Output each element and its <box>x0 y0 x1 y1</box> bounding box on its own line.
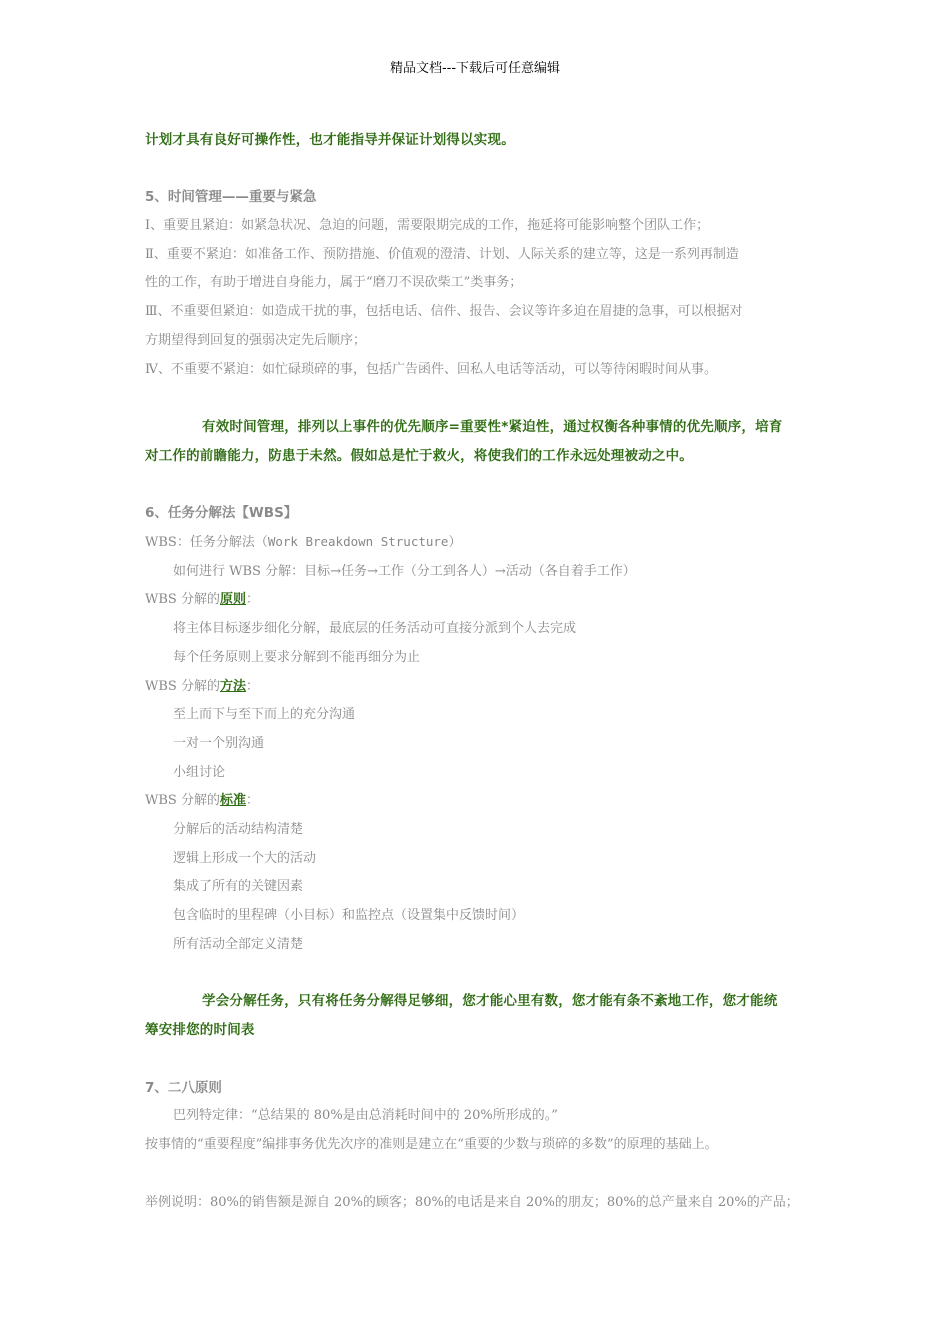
wbs-method-keyword: 方法 <box>219 678 246 694</box>
section6-summary <box>145 987 805 1044</box>
wbs-principle-item: 每个任务原则上要求分解到不能再细分为止 <box>173 649 421 665</box>
wbs-principle-prefix: WBS 分解的 <box>145 592 220 608</box>
quadrant-3-line2: 方期望得到回复的强弱决定先后顺序； <box>145 332 367 348</box>
page-header: 精品文档---下载后可任意编辑 <box>389 61 561 76</box>
section5-summary-line1: 有效时间管理，排列以上事件的优先顺序=重要性*紧迫性，通过权衡各种事情的优先顺序，培育 <box>202 419 783 435</box>
wbs-definition-prefix: WBS：任务分解法（ <box>145 535 268 550</box>
wbs-standard-item: 逻辑上形成一个大的活动 <box>173 850 317 866</box>
wbs-standard-prefix: WBS 分解的 <box>145 793 220 809</box>
quadrant-2-line2: 性的工作，有助于增进自身能力，属于“磨刀不误砍柴工”类事务； <box>145 275 523 291</box>
section6-summary-line1: 学会分解任务，只有将任务分解得足够细，您才能心里有数，您才能有条不紊地工作，您才能统 <box>202 993 778 1009</box>
wbs-definition-suffix: ） <box>448 535 462 550</box>
section5-summary-line2: 对工作的前瞻能力，防患于未然。假如总是忙于救火，将使我们的工作永远处理被动之中。 <box>145 447 693 464</box>
wbs-method-item: 一对一个别沟通 <box>173 735 265 751</box>
wbs-method-prefix: WBS 分解的 <box>145 678 220 694</box>
pareto-example: 举例说明：80%的销售额是源自 20%的顾客；80%的电话是来自 20%的朋友；80%的总产量来自 20%的产品； <box>145 1195 799 1210</box>
wbs-method-item: 小组讨论 <box>173 764 226 780</box>
section7-title: 7、二八原则 <box>145 1080 222 1096</box>
section6-title: 6、任务分解法【WBS】 <box>145 505 298 521</box>
wbs-principle-suffix: ： <box>245 592 259 608</box>
pareto-law: 巴列特定律：“总结果的 80%是由总消耗时间中的 20%所形成的。” <box>173 1108 558 1123</box>
pareto-rule: 按事情的“重要程度”编排事务优先次序的准则是建立在“重要的少数与琐碎的多数”的原理的基础上。 <box>145 1136 718 1152</box>
quadrant-4: Ⅳ、不重要不紧迫：如忙碌琐碎的事，包括广告函件、回私人电话等活动，可以等待闲暇时间从事。 <box>145 361 717 377</box>
wbs-definition-english: Work Breakdown Structure <box>267 534 449 549</box>
wbs-how: 如何进行 WBS 分解：目标→任务→工作（分工到各人）→活动（各自着手工作） <box>173 563 636 579</box>
section5-title: 5、时间管理——重要与紧急 <box>145 189 317 205</box>
wbs-principle-keyword: 原则 <box>219 592 246 608</box>
wbs-method-suffix: ： <box>245 678 259 694</box>
section5-summary <box>145 413 805 470</box>
wbs-standard-heading <box>145 787 805 816</box>
wbs-principle-heading <box>145 586 805 615</box>
section7-body <box>145 1102 805 1159</box>
wbs-standard-suffix: ： <box>245 793 259 809</box>
quadrant-2-line1: Ⅱ、重要不紧迫：如准备工作、预防措施、价值观的澄清、计划、人际关系的建立等，这是一系列再制造 <box>145 246 739 262</box>
wbs-standard-item: 集成了所有的关键因素 <box>173 879 304 895</box>
wbs-method-heading <box>145 673 805 702</box>
intro-text: 计划才具有良好可操作性，也才能指导并保证计划得以实现。 <box>145 132 515 148</box>
section5-body <box>145 212 805 384</box>
quadrant-1: Ⅰ、重要且紧迫：如紧急状况、急迫的问题，需要限期完成的工作，拖延将可能影响整个团队工作； <box>145 218 710 233</box>
quadrant-3-line1: Ⅲ、不重要但紧迫：如造成干扰的事，包括电话、信件、报告、会议等许多迫在眉捷的急事，可以根据对 <box>145 304 743 320</box>
wbs-method-item: 至上而下与至下而上的充分沟通 <box>173 707 356 723</box>
wbs-definition <box>145 528 805 558</box>
section6-body <box>145 528 805 960</box>
section6-summary-line2: 筹安排您的时间表 <box>145 1021 255 1038</box>
wbs-standard-item: 包含临时的里程碑（小目标）和监控点（设置集中反馈时间） <box>173 908 525 924</box>
wbs-standard-keyword: 标准 <box>219 793 246 809</box>
wbs-standard-item: 分解后的活动结构清楚 <box>173 822 304 838</box>
wbs-standard-item: 所有活动全部定义清楚 <box>173 936 304 952</box>
wbs-principle-item: 将主体目标逐步细化分解，最底层的任务活动可直接分派到个人去完成 <box>173 621 577 637</box>
